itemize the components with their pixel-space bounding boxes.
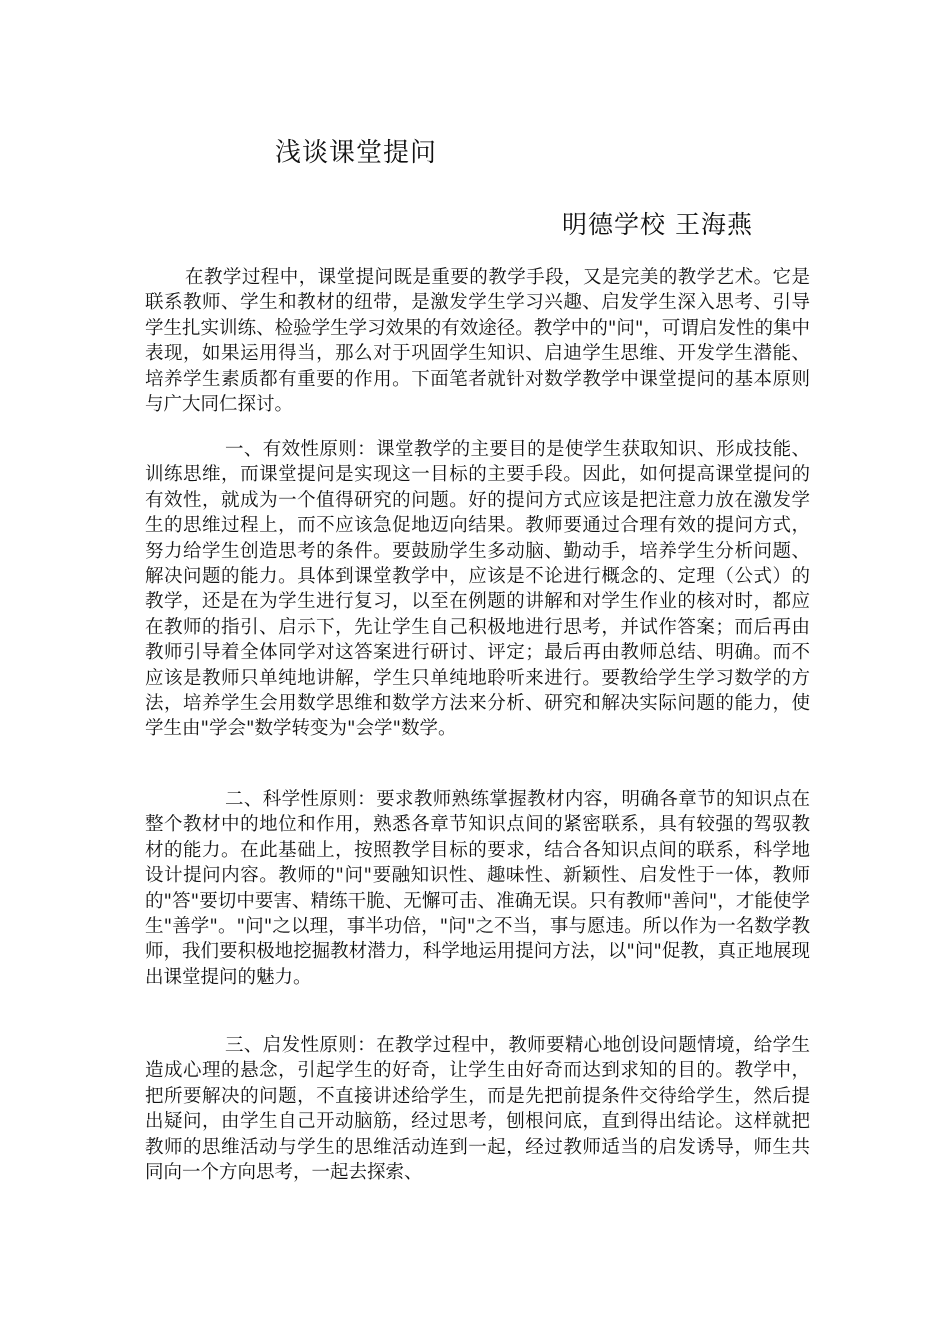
paragraph-intro: 在教学过程中，课堂提问既是重要的教学手段，又是完美的教学艺术。它是联系教师、学生和教材的纽带，是激发学生学习兴趣、启发学生深入思考、引导学生扎实训练、检验学生学习效果的有效途径。教学中的"问"，可谓启发性的集中表现，如果运用得当，那么对于巩固学生知识、启迪学生思维、开发学生潜能、培养学生素质都有重要的作用。下面笔者就针对数学教学中课堂提问的基本原则与广大同仁探讨。 [145,267,810,416]
paragraph-principle-heuristic: 三、启发性原则：在教学过程中，教师要精心地创设问题情境，给学生造成心理的悬念，引起学生的好奇，让学生由好奇而达到求知的目的。教学中，把所要解决的问题，不直接讲述给学生，而是先把前提条件交待给学生，然后提出疑问，由学生自己开动脑筋，经过思考，刨根问底，直到得出结论。这样就把教师的思维活动与学生的思维活动连到一起，经过教师适当的启发诱导，师生共同向一个方向思考，一起去探索、 [145,1035,810,1184]
paragraph-principle-scientific: 二、科学性原则：要求教师熟练掌握教材内容，明确各章节的知识点在整个教材中的地位和作用，熟悉各章节知识点间的紧密联系，具有较强的驾驭教材的能力。在此基础上，按照教学目标的要求，结合各知识点间的联系，科学地设计提问内容。教师的"问"要融知识性、趣味性、新颖性、启发性于一体，教师的"答"要切中要害、精练干脆、无懈可击、准确无误。只有教师"善问"，才能使学生"善学"。"问"之以理，事半功倍，"问"之不当，事与愿违。所以作为一名数学教师，我们要积极地挖掘教材潜力，科学地运用提问方法，以"问"促教，真正地展现出课堂提问的魅力。 [145,789,810,988]
document-title: 浅谈课堂提问 [275,138,438,168]
paragraph-principle-effectiveness: 一、有效性原则：课堂教学的主要目的是使学生获取知识、形成技能、训练思维，而课堂提问是实现这一目标的主要手段。因此，如何提高课堂提问的有效性，就成为一个值得研究的问题。好的提问方式应该是把注意力放在激发学生的思维过程上，而不应该急促地迈向结果。教师要通过合理有效的提问方式，努力给学生创造思考的条件。要鼓励学生多动脑、勤动手，培养学生分析问题、解决问题的能力。具体到课堂教学中，应该是不论进行概念的、定理（公式）的教学，还是在为学生进行复习，以至在例题的讲解和对学生作业的核对时，都应在教师的指引、启示下，先让学生自己积极地进行思考，并试作答案；而后再由教师引导着全体同学对这答案进行研讨、评定；最后再由教师总结、明确。而不应该是教师只单纯地讲解，学生只单纯地聆听来进行。要教给学生学习数学的方法，培养学生会用数学思维和数学方法来分析、研究和解决实际问题的能力，使学生由"学会"数学转变为"会学"数学。 [145,439,810,740]
document-author: 明德学校 王海燕 [562,210,753,239]
